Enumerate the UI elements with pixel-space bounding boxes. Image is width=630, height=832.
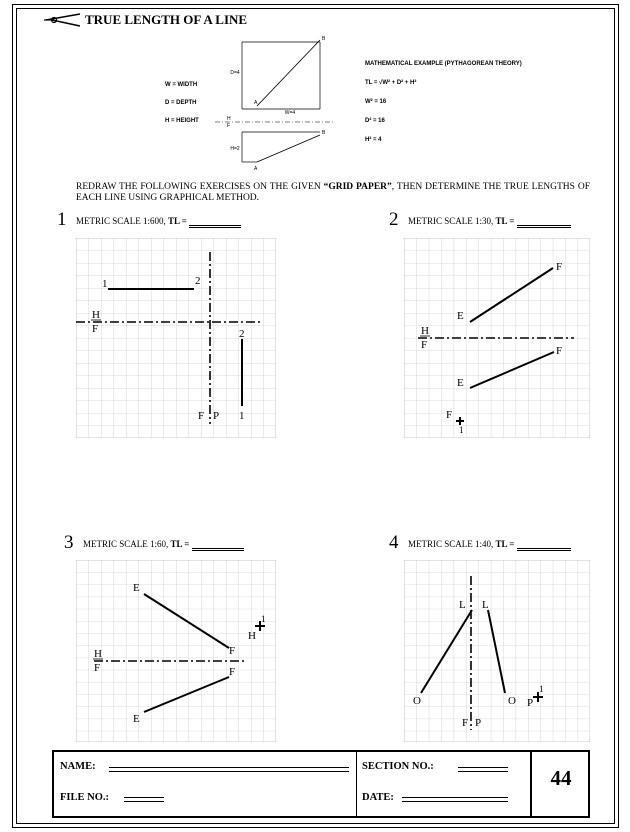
ex3-f-top: F [229, 645, 236, 657]
exercise-4-grid [404, 560, 590, 742]
page-number: 44 [550, 766, 572, 790]
exercise-4-label: METRIC SCALE 1:40, TL = [408, 539, 571, 549]
example-w-squared: W² = 16 [365, 99, 387, 105]
exercise-2-label: METRIC SCALE 1:30, TL = [408, 216, 571, 226]
ex2-e-front: E [457, 377, 464, 389]
exercise-4-number: 4 [389, 532, 399, 553]
ex1-point-2-front: 2 [239, 328, 245, 340]
name-label: NAME: [60, 761, 96, 772]
dim-d-label: D=4 [230, 70, 240, 76]
ex1-point-2-top: 2 [195, 275, 201, 287]
example-d-squared: D² = 16 [365, 118, 385, 124]
ex4-point-1: 1 [539, 684, 544, 694]
ex2-fold-h: H [421, 325, 429, 337]
ex2-point-f: F [446, 409, 453, 421]
compass-icon [44, 12, 82, 28]
legend-height: H = HEIGHT [165, 118, 199, 124]
file-no-field[interactable] [124, 797, 164, 798]
ex2-f-top: F [556, 261, 563, 273]
ex3-point-1: 1 [261, 614, 266, 624]
example-formula: TL = √W² + D² + H² [365, 80, 417, 86]
ex2-e-top: E [457, 310, 464, 322]
ex1-fold-f: F [92, 323, 99, 335]
ex1-fp-f: F [198, 410, 205, 422]
exercise-3-number: 3 [64, 532, 74, 553]
ex1-fp-p: P [213, 410, 220, 422]
footer-box [52, 750, 590, 818]
ex4-fp-p: P [475, 717, 482, 729]
example-h-squared: H² = 4 [365, 137, 382, 143]
ex3-fold-f: F [94, 662, 101, 674]
fold-h: H [227, 116, 231, 122]
point-a-bottom: A [254, 166, 258, 172]
ex3-fold-h: H [94, 648, 102, 660]
ex3-point-h: H [248, 630, 256, 642]
ex1-point-1-front: 1 [239, 410, 245, 422]
exercise-3-grid [76, 560, 276, 742]
date-label: DATE: [362, 792, 394, 803]
dim-w-label: W=4 [284, 110, 296, 116]
ex2-point-1: 1 [459, 425, 464, 435]
ex4-fp-f: F [462, 717, 469, 729]
ex4-o-right: O [508, 695, 516, 707]
page-title: TRUE LENGTH OF A LINE [85, 12, 248, 27]
exercise-1-number: 1 [57, 209, 67, 230]
ex3-e-top: E [133, 582, 140, 594]
example-diagram [195, 34, 345, 174]
ex1-fold-h: H [92, 309, 100, 321]
ex2-fold-f: F [421, 339, 428, 351]
exercise-2-number: 2 [389, 209, 399, 230]
section-no-label: SECTION NO.: [362, 761, 434, 772]
ex4-o-left: O [413, 695, 421, 707]
example-heading: MATHEMATICAL EXAMPLE (PYTHAGOREAN THEORY) [365, 61, 522, 67]
ex4-l-right: L [482, 599, 489, 611]
point-b-top: B [322, 36, 326, 42]
file-no-label: FILE NO.: [60, 792, 110, 803]
date-field[interactable] [402, 797, 508, 798]
ex4-point-p: P [527, 697, 534, 709]
exercise-1-label: METRIC SCALE 1:600, TL = [76, 216, 241, 226]
legend-width: W = WIDTH [165, 82, 198, 88]
ex1-point-1-top: 1 [102, 278, 108, 290]
ex4-l-left: L [459, 599, 466, 611]
exercise-2-grid [404, 238, 590, 438]
name-field[interactable] [109, 767, 349, 768]
point-a-top: A [254, 100, 258, 106]
legend-depth: D = DEPTH [165, 100, 197, 106]
fold-f: F [227, 123, 231, 129]
section-no-field[interactable] [458, 767, 508, 768]
ex3-f-front: F [229, 666, 236, 678]
exercise-3-label: METRIC SCALE 1:60, TL = [83, 539, 244, 549]
ex3-e-front: E [133, 713, 140, 725]
dim-h-label: H=2 [230, 146, 240, 152]
instructions: REDRAW THE FOLLOWING EXERCISES ON THE GIVEN “GRID PAPER”, THEN DETERMINE THE TRUE LENGTHS OF EACH LINE USING GRAPHICAL METHOD. [76, 182, 590, 203]
ex2-f-front: F [556, 345, 563, 357]
exercise-1-grid [76, 238, 276, 438]
point-b-bottom: B [322, 130, 326, 136]
